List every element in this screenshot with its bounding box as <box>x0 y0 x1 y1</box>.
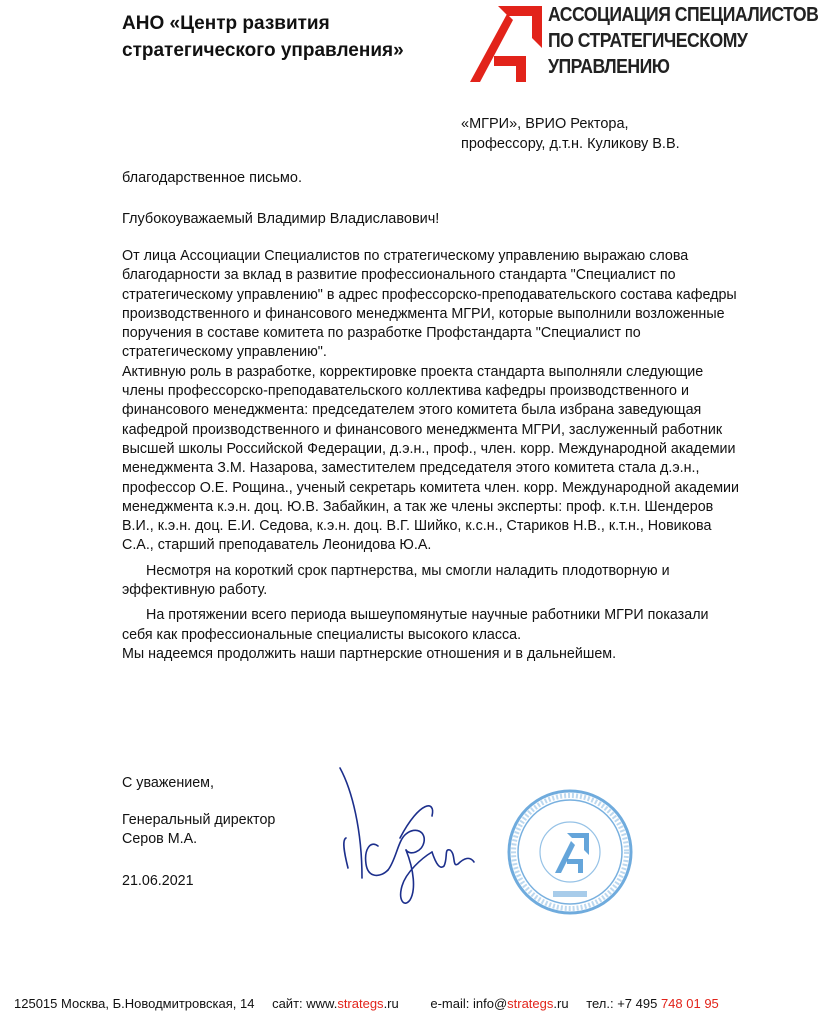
logo-line-2: ПО СТРАТЕГИЧЕСКОМУ <box>548 29 748 52</box>
footer-phone <box>586 996 719 1011</box>
footer-email-label: e-mail: info@ <box>430 996 508 1011</box>
letter-type: благодарственное письмо. <box>122 170 302 186</box>
logo-line-3: УПРАВЛЕНИЮ <box>548 55 670 78</box>
footer-contacts <box>14 996 769 1011</box>
handwritten-signature-icon <box>340 760 490 910</box>
organization-stamp-icon <box>505 787 635 917</box>
signer-position: Генеральный директор <box>122 812 276 828</box>
paragraph-4: На протяжении всего периода вышеупомянутые научные работники МГРИ показали себя как профессиональные специалисты высокого класса. <box>122 607 709 643</box>
organization-name: АНО «Центр развития стратегического управления» <box>122 13 404 61</box>
footer-email-tld: .ru <box>553 996 569 1011</box>
footer-site-tld: .ru <box>383 996 399 1011</box>
paragraph-5: Мы надеемся продолжить наши партнерские отношения и в дальнейшем. <box>122 645 617 662</box>
footer-address: 125015 Москва, Б.Новодмитровская, 14 <box>14 996 255 1011</box>
signer-name: Серов М.А. <box>122 831 198 847</box>
closing-regards: С уважением, <box>122 775 214 791</box>
recipient-line-1: «МГРИ», ВРИО Ректора, <box>461 116 629 132</box>
footer-email-link[interactable] <box>430 996 568 1011</box>
footer-site-label: сайт: www. <box>272 996 338 1011</box>
letter-body <box>122 247 742 664</box>
logo-line-1: АССОЦИАЦИЯ СПЕЦИАЛИСТОВ <box>548 3 818 26</box>
footer-site-link[interactable] <box>272 996 399 1011</box>
paragraph-2: Активную роль в разработке, корректировке проекта стандарта выполняли следующие члены профессорско-преподавательского коллектива кафедры производственного и финансового менеджмента: председателем этого комитета была избрана заведующая кафедрой производственного и финансового менеджмента МГРИ, заслуженный работник высшей школы Российской Федерации, д.э.н., проф., член. корр. Международной академии менеджмента З.М. Назарова, заместителем председателя этого комитета стала д.э.н., профессор О.Е. Рощина., ученый секретарь комитета член. корр. Международной академии менеджмента к.э.н. доц. Ю.В. Забайкин, а так же члены эксперты: проф. к.т.н. Шендеров В.И., к.э.н. доц. Е.И. Седова, к.э.н. доц. В.Г. Шийко, к.с.н., Стариков Н.В., к.т.н., Новикова С.А., старший преподаватель Леонидова Ю.А. <box>122 363 740 554</box>
footer-phone-number: 748 01 95 <box>660 996 719 1011</box>
salutation: Глубокоуважаемый Владимир Владиславович! <box>122 211 440 227</box>
association-logo <box>460 2 818 86</box>
recipient-block <box>461 114 761 154</box>
letter-date: 21.06.2021 <box>122 873 194 889</box>
arrow-logo-icon <box>460 2 546 86</box>
recipient-line-2: профессору, д.т.н. Куликову В.В. <box>461 136 680 152</box>
footer-phone-label: тел.: +7 495 <box>586 996 661 1011</box>
paragraph-3: Несмотря на короткий срок партнерства, мы смогли наладить плодотворную и эффективную работу. <box>122 562 670 599</box>
paragraph-1: От лица Ассоциации Специалистов по стратегическому управлению выражаю слова благодарности за вклад в развитие профессионального стандарта "Специалист по стратегическому управлению" в адрес профессорско-преподавательского состава кафедры производственного и финансового менеджмента МГРИ, которые выполнили возложенные поручения в составе комитета по разработке Профстандарта "Специалист по стратегическому управлению". <box>122 248 737 361</box>
footer-email-domain: strategs <box>507 996 554 1011</box>
footer-site-domain: strategs <box>337 996 384 1011</box>
